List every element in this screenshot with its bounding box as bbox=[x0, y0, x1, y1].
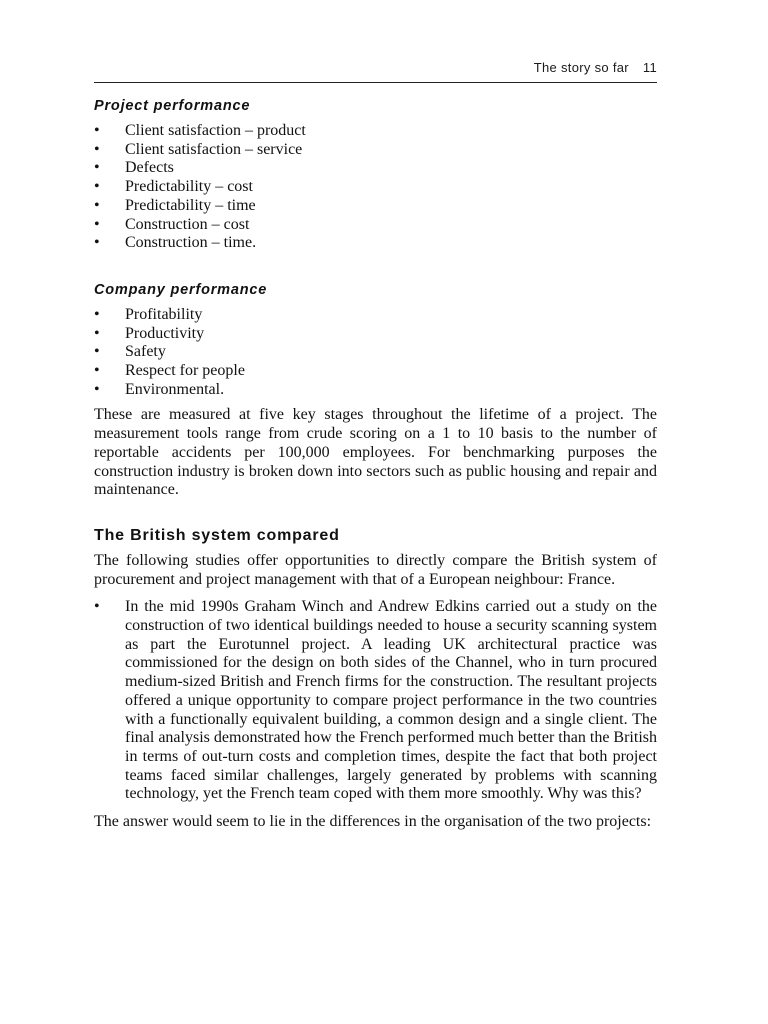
list-item-text: Profitability bbox=[125, 305, 203, 323]
bullet-icon: • bbox=[94, 380, 100, 398]
project-performance-heading: Project performance bbox=[94, 98, 251, 114]
bullet-icon: • bbox=[94, 122, 100, 139]
bullet-icon: • bbox=[94, 324, 100, 342]
bullet-icon: • bbox=[94, 305, 100, 323]
project-performance-list bbox=[94, 122, 657, 253]
bullet-icon: • bbox=[94, 215, 100, 233]
list-item bbox=[94, 178, 657, 197]
bullet-icon: • bbox=[94, 234, 100, 252]
company-performance-heading: Company performance bbox=[94, 281, 268, 298]
list-item bbox=[94, 325, 657, 344]
list-item-text: Construction – time. bbox=[125, 234, 257, 252]
british-intro-paragraph: The following studies offer opportunities to directly compare the British system of procurement and project management with that of a European neighbour: France. bbox=[94, 551, 657, 588]
british-system-heading: The British system compared bbox=[94, 526, 340, 544]
eurotunnel-study-bullet bbox=[94, 598, 657, 804]
list-item bbox=[94, 362, 657, 381]
list-item bbox=[94, 306, 657, 325]
list-item bbox=[94, 343, 657, 362]
list-item-text: Predictability – cost bbox=[125, 178, 253, 196]
list-item bbox=[94, 381, 657, 400]
bullet-icon: • bbox=[94, 159, 100, 177]
list-item-text: Predictability – time bbox=[125, 196, 256, 214]
list-item bbox=[94, 122, 657, 141]
company-performance-list bbox=[94, 306, 657, 400]
bullet-icon: • bbox=[94, 178, 100, 196]
list-item-text: Defects bbox=[125, 159, 174, 177]
bullet-icon: • bbox=[94, 598, 100, 616]
page-body bbox=[94, 96, 657, 832]
list-item-text: Productivity bbox=[125, 324, 205, 342]
list-item bbox=[94, 197, 657, 216]
bullet-icon: • bbox=[94, 343, 100, 361]
list-item bbox=[94, 159, 657, 178]
measurement-paragraph: These are measured at five key stages throughout the lifetime of a project. The measurement tools range from crude scoring on a 1 to 10 basis to the number of reportable accidents per 100,000 employees. For benchmarking purposes the construction industry is broken down into sectors such as public housing and repair and maintenance. bbox=[94, 406, 657, 499]
list-item-text: Safety bbox=[125, 343, 166, 361]
list-item-text: Construction – cost bbox=[125, 215, 250, 233]
answer-paragraph: The answer would seem to lie in the differences in the organisation of the two projects: bbox=[94, 813, 652, 831]
list-item-text: Client satisfaction – service bbox=[125, 140, 303, 158]
bullet-icon: • bbox=[94, 140, 100, 158]
eurotunnel-study-text: In the mid 1990s Graham Winch and Andrew Edkins carried out a study on the construction of two identical buildings needed to house a security scanning system as part the Eurotunnel project. A leading UK architectural practice was commissioned for the design on both sides of the Channel, who in turn procured medium-sized British and French firms for the construction. The resultant projects offered a unique opportunity to compare project performance in the two countries with a functionally equivalent building, a common design and a single client. The final analysis demonstrated how the French performed much better than the British in terms of out-turn costs and completion times, despite the fact that both project teams faced similar challenges, largely generated by problems with scanning technology, yet the French team coped with them more smoothly. Why was this? bbox=[125, 598, 657, 803]
list-item bbox=[94, 234, 657, 253]
bullet-icon: • bbox=[94, 362, 100, 380]
list-item-text: Client satisfaction – product bbox=[125, 122, 306, 139]
page-number: 11 bbox=[642, 60, 657, 75]
list-item bbox=[94, 216, 657, 235]
running-title: The story so far bbox=[533, 60, 629, 75]
list-item-text: Environmental. bbox=[125, 380, 225, 398]
list-item bbox=[94, 141, 657, 160]
running-header bbox=[94, 60, 657, 75]
bullet-icon: • bbox=[94, 196, 100, 214]
header-rule bbox=[94, 82, 657, 83]
list-item-text: Respect for people bbox=[125, 362, 245, 380]
